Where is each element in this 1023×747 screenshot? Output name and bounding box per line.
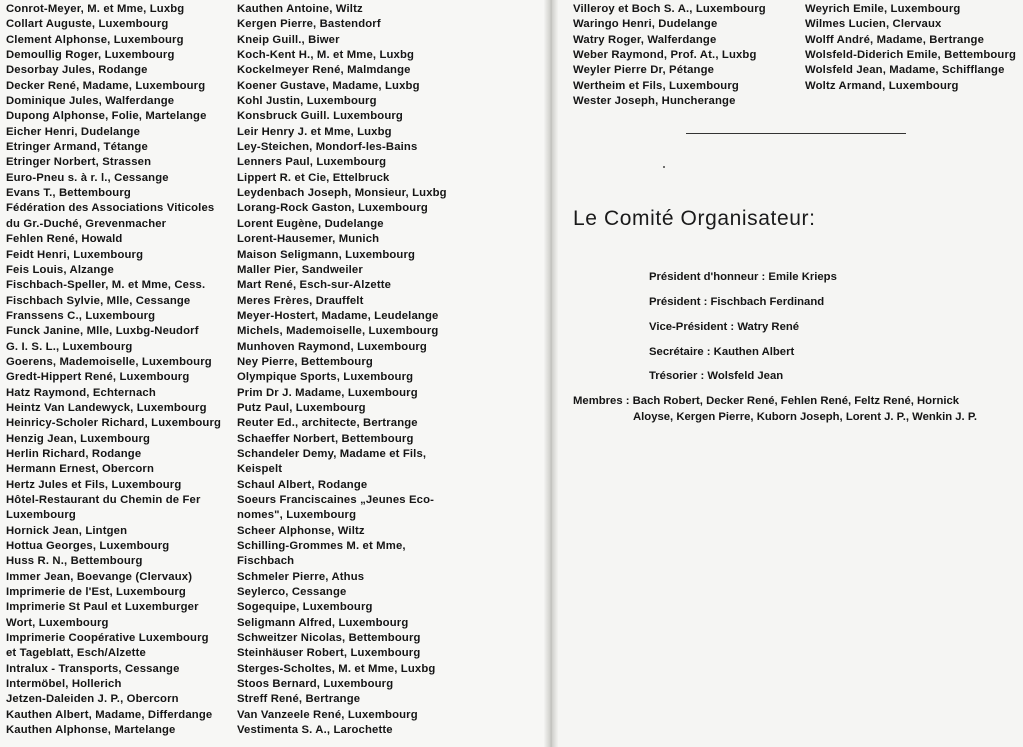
list-item: Lenners Paul, Luxembourg bbox=[237, 156, 387, 169]
list-item: Lippert R. et Cie, Ettelbruck bbox=[237, 171, 390, 184]
list-item: Schweitzer Nicolas, Bettembourg bbox=[237, 632, 421, 645]
list-item: Meyer-Hostert, Madame, Leudelange bbox=[237, 309, 439, 322]
list-item: Konsbruck Guill. Luxembourg bbox=[237, 110, 403, 123]
list-item: Heintz Van Landewyck, Luxembourg bbox=[6, 401, 207, 414]
list-item: Hornick Jean, Lintgen bbox=[6, 524, 128, 537]
list-item: Olympique Sports, Luxembourg bbox=[237, 371, 414, 384]
list-item: Imprimerie Coopérative Luxembourg bbox=[6, 632, 209, 645]
donor-list-column-1 bbox=[6, 2, 226, 739]
list-item: Fischbach Sylvie, Mlle, Cessange bbox=[6, 294, 191, 307]
list-item: Ley-Steichen, Mondorf-les-Bains bbox=[237, 141, 418, 154]
list-item: Heinricy-Scholer Richard, Luxembourg bbox=[6, 417, 222, 430]
list-item: Maller Pier, Sandweiler bbox=[237, 263, 363, 276]
donor-list-column-3 bbox=[573, 2, 798, 109]
list-item: Gredt-Hippert René, Luxembourg bbox=[6, 371, 190, 384]
list-item: Prim Dr J. Madame, Luxembourg bbox=[237, 386, 418, 399]
list-item: Sogequipe, Luxembourg bbox=[237, 601, 373, 614]
list-item: Franssens C., Luxembourg bbox=[6, 309, 156, 322]
list-item: Immer Jean, Boevange (Clervaux) bbox=[6, 570, 193, 583]
list-item: Kockelmeyer René, Malmdange bbox=[237, 64, 411, 77]
list-item: Euro-Pneu s. à r. l., Cessange bbox=[6, 171, 169, 184]
treasurer: Trésorier : Wolsfeld Jean bbox=[649, 370, 784, 382]
donor-list-column-2 bbox=[237, 2, 462, 739]
list-item: Intermöbel, Hollerich bbox=[6, 678, 122, 691]
list-item: Schandeler Demy, Madame et Fils, bbox=[237, 447, 427, 460]
list-item: Collart Auguste, Luxembourg bbox=[6, 18, 169, 31]
list-item: Funck Janine, Mlle, Luxbg-Neudorf bbox=[6, 325, 199, 338]
list-item: Leir Henry J. et Mme, Luxbg bbox=[237, 125, 392, 138]
list-item: Streff René, Bertrange bbox=[237, 693, 361, 706]
list-item: Kergen Pierre, Bastendorf bbox=[237, 18, 381, 31]
list-item: Goerens, Mademoiselle, Luxembourg bbox=[6, 355, 212, 368]
list-item: Wolsfeld Jean, Madame, Schifflange bbox=[805, 64, 1005, 77]
members-line-2: Aloyse, Kergen Pierre, Kuborn Joseph, Lorent J. P., Wenkin J. P. bbox=[633, 410, 978, 423]
president: Président : Fischbach Ferdinand bbox=[649, 296, 825, 308]
list-item: Weyrich Emile, Luxembourg bbox=[805, 3, 961, 15]
list-item: du Gr.-Duché, Grevenmacher bbox=[6, 217, 167, 230]
list-item: Eicher Henri, Dudelange bbox=[6, 125, 141, 138]
list-item: Hermann Ernest, Obercorn bbox=[6, 463, 154, 476]
list-item: Desorbay Jules, Rodange bbox=[6, 64, 148, 77]
list-item: Stoos Bernard, Luxembourg bbox=[237, 678, 394, 691]
list-item: Feidt Henri, Luxembourg bbox=[6, 248, 144, 261]
list-item: Wilmes Lucien, Clervaux bbox=[805, 18, 942, 31]
list-item: Wolff André, Madame, Bertrange bbox=[805, 33, 985, 46]
list-item: Koch-Kent H., M. et Mme, Luxbg bbox=[237, 49, 415, 62]
list-item: Kauthen Alphonse, Martelange bbox=[6, 724, 176, 737]
list-item: et Tageblatt, Esch/Alzette bbox=[6, 647, 146, 660]
list-item: Seligmann Alfred, Luxembourg bbox=[237, 616, 409, 629]
list-item: Leydenbach Joseph, Monsieur, Luxbg bbox=[237, 187, 447, 200]
list-item: Wester Joseph, Huncherange bbox=[573, 95, 736, 108]
list-item: Schmeler Pierre, Athus bbox=[237, 570, 365, 583]
list-item: Lorent Eugène, Dudelange bbox=[237, 217, 384, 230]
list-item: Munhoven Raymond, Luxembourg bbox=[237, 340, 427, 353]
list-item: Etringer Armand, Tétange bbox=[6, 141, 148, 154]
list-item: Wertheim et Fils, Luxembourg bbox=[573, 79, 739, 92]
list-item: Van Vanzeele René, Luxembourg bbox=[237, 708, 418, 721]
list-item: Hatz Raymond, Echternach bbox=[6, 386, 156, 399]
list-item: Kneip Guill., Biwer bbox=[237, 33, 340, 46]
list-item: Ney Pierre, Bettembourg bbox=[237, 355, 373, 368]
list-item: nomes", Luxembourg bbox=[237, 509, 357, 522]
committee-title: Le Comité Organisateur: bbox=[573, 207, 816, 230]
list-item: Henzig Jean, Luxembourg bbox=[6, 432, 151, 445]
list-item: Fédération des Associations Viticoles bbox=[6, 202, 215, 215]
list-item: Schilling-Grommes M. et Mme, bbox=[237, 540, 406, 553]
list-item: Hottua Georges, Luxembourg bbox=[6, 540, 170, 553]
honorary-president: Président d'honneur : Emile Krieps bbox=[649, 271, 837, 283]
list-item: Watry Roger, Walferdange bbox=[573, 33, 717, 46]
donor-list-column-4 bbox=[805, 2, 1023, 94]
list-item: Scheer Alphonse, Wiltz bbox=[237, 524, 365, 537]
list-item: Lorang-Rock Gaston, Luxembourg bbox=[237, 202, 428, 215]
list-item: Putz Paul, Luxembourg bbox=[237, 401, 366, 414]
list-item: Michels, Mademoiselle, Luxembourg bbox=[237, 325, 439, 338]
list-item: Sterges-Scholtes, M. et Mme, Luxbg bbox=[237, 662, 436, 675]
list-item: Maison Seligmann, Luxembourg bbox=[237, 248, 416, 261]
list-item: Fehlen René, Howald bbox=[6, 233, 123, 246]
list-item: Clement Alphonse, Luxembourg bbox=[6, 33, 184, 46]
list-item: Weyler Pierre Dr, Pétange bbox=[573, 64, 715, 77]
list-item: Herlin Richard, Rodange bbox=[6, 447, 142, 460]
list-item: Feis Louis, Alzange bbox=[6, 263, 114, 276]
list-item: Villeroy et Boch S. A., Luxembourg bbox=[573, 3, 766, 15]
list-item: Meres Frères, Drauffelt bbox=[237, 294, 364, 307]
members-line-1: Membres : Bach Robert, Decker René, Fehlen René, Feltz René, Hornick bbox=[573, 395, 960, 407]
list-item: Intralux - Transports, Cessange bbox=[6, 662, 180, 675]
list-item: Seylerco, Cessange bbox=[237, 586, 347, 599]
section-divider bbox=[686, 133, 906, 134]
list-item: Soeurs Franciscaines „Jeunes Eco- bbox=[237, 494, 435, 506]
list-item: Kauthen Antoine, Wiltz bbox=[237, 3, 363, 15]
list-item: Luxembourg bbox=[6, 509, 76, 522]
list-item: Kauthen Albert, Madame, Differdange bbox=[6, 708, 213, 721]
list-item: Imprimerie St Paul et Luxemburger bbox=[6, 601, 199, 614]
list-item: Kohl Justin, Luxembourg bbox=[237, 95, 377, 108]
list-item: Reuter Ed., architecte, Bertrange bbox=[237, 417, 418, 430]
list-item: G. I. S. L., Luxembourg bbox=[6, 340, 133, 353]
vice-president: Vice-Président : Watry René bbox=[649, 321, 800, 333]
list-item: Woltz Armand, Luxembourg bbox=[805, 79, 959, 92]
list-item: Schaul Albert, Rodange bbox=[237, 478, 368, 491]
list-item: Vestimenta S. A., Larochette bbox=[237, 724, 393, 737]
list-item: Hôtel-Restaurant du Chemin de Fer bbox=[6, 494, 201, 506]
committee-members bbox=[573, 394, 1021, 425]
list-item: Demoullig Roger, Luxembourg bbox=[6, 49, 175, 62]
list-item: Mart René, Esch-sur-Alzette bbox=[237, 279, 392, 292]
list-item: Wort, Luxembourg bbox=[6, 616, 109, 629]
list-item: Weber Raymond, Prof. At., Luxbg bbox=[573, 49, 757, 62]
list-item: Fischbach-Speller, M. et Mme, Cess. bbox=[6, 279, 206, 292]
list-item: Lorent-Hausemer, Munich bbox=[237, 233, 380, 246]
list-item: Fischbach bbox=[237, 555, 295, 568]
list-item: Keispelt bbox=[237, 463, 283, 476]
list-item: Schaeffer Norbert, Bettembourg bbox=[237, 432, 414, 445]
list-item: Evans T., Bettembourg bbox=[6, 187, 131, 200]
list-item: Jetzen-Daleiden J. P., Obercorn bbox=[6, 693, 179, 706]
list-item: Dupong Alphonse, Folie, Martelange bbox=[6, 110, 207, 123]
list-item: Hertz Jules et Fils, Luxembourg bbox=[6, 478, 182, 491]
list-item: Etringer Norbert, Strassen bbox=[6, 156, 152, 169]
list-item: Steinhäuser Robert, Luxembourg bbox=[237, 647, 421, 660]
list-item: Dominique Jules, Walferdange bbox=[6, 95, 175, 108]
list-item: Wolsfeld-Diderich Emile, Bettembourg bbox=[805, 49, 1017, 62]
list-item: Koener Gustave, Madame, Luxbg bbox=[237, 79, 420, 92]
list-item: Waringo Henri, Dudelange bbox=[573, 18, 718, 31]
secretary: Secrétaire : Kauthen Albert bbox=[649, 346, 795, 358]
print-speck bbox=[663, 166, 665, 168]
list-item: Decker René, Madame, Luxembourg bbox=[6, 79, 206, 92]
list-item: Imprimerie de l'Est, Luxembourg bbox=[6, 586, 186, 599]
list-item: Conrot-Meyer, M. et Mme, Luxbg bbox=[6, 3, 185, 15]
right-page bbox=[553, 0, 1023, 747]
list-item: Huss R. N., Bettembourg bbox=[6, 555, 143, 568]
book-gutter bbox=[544, 0, 558, 747]
